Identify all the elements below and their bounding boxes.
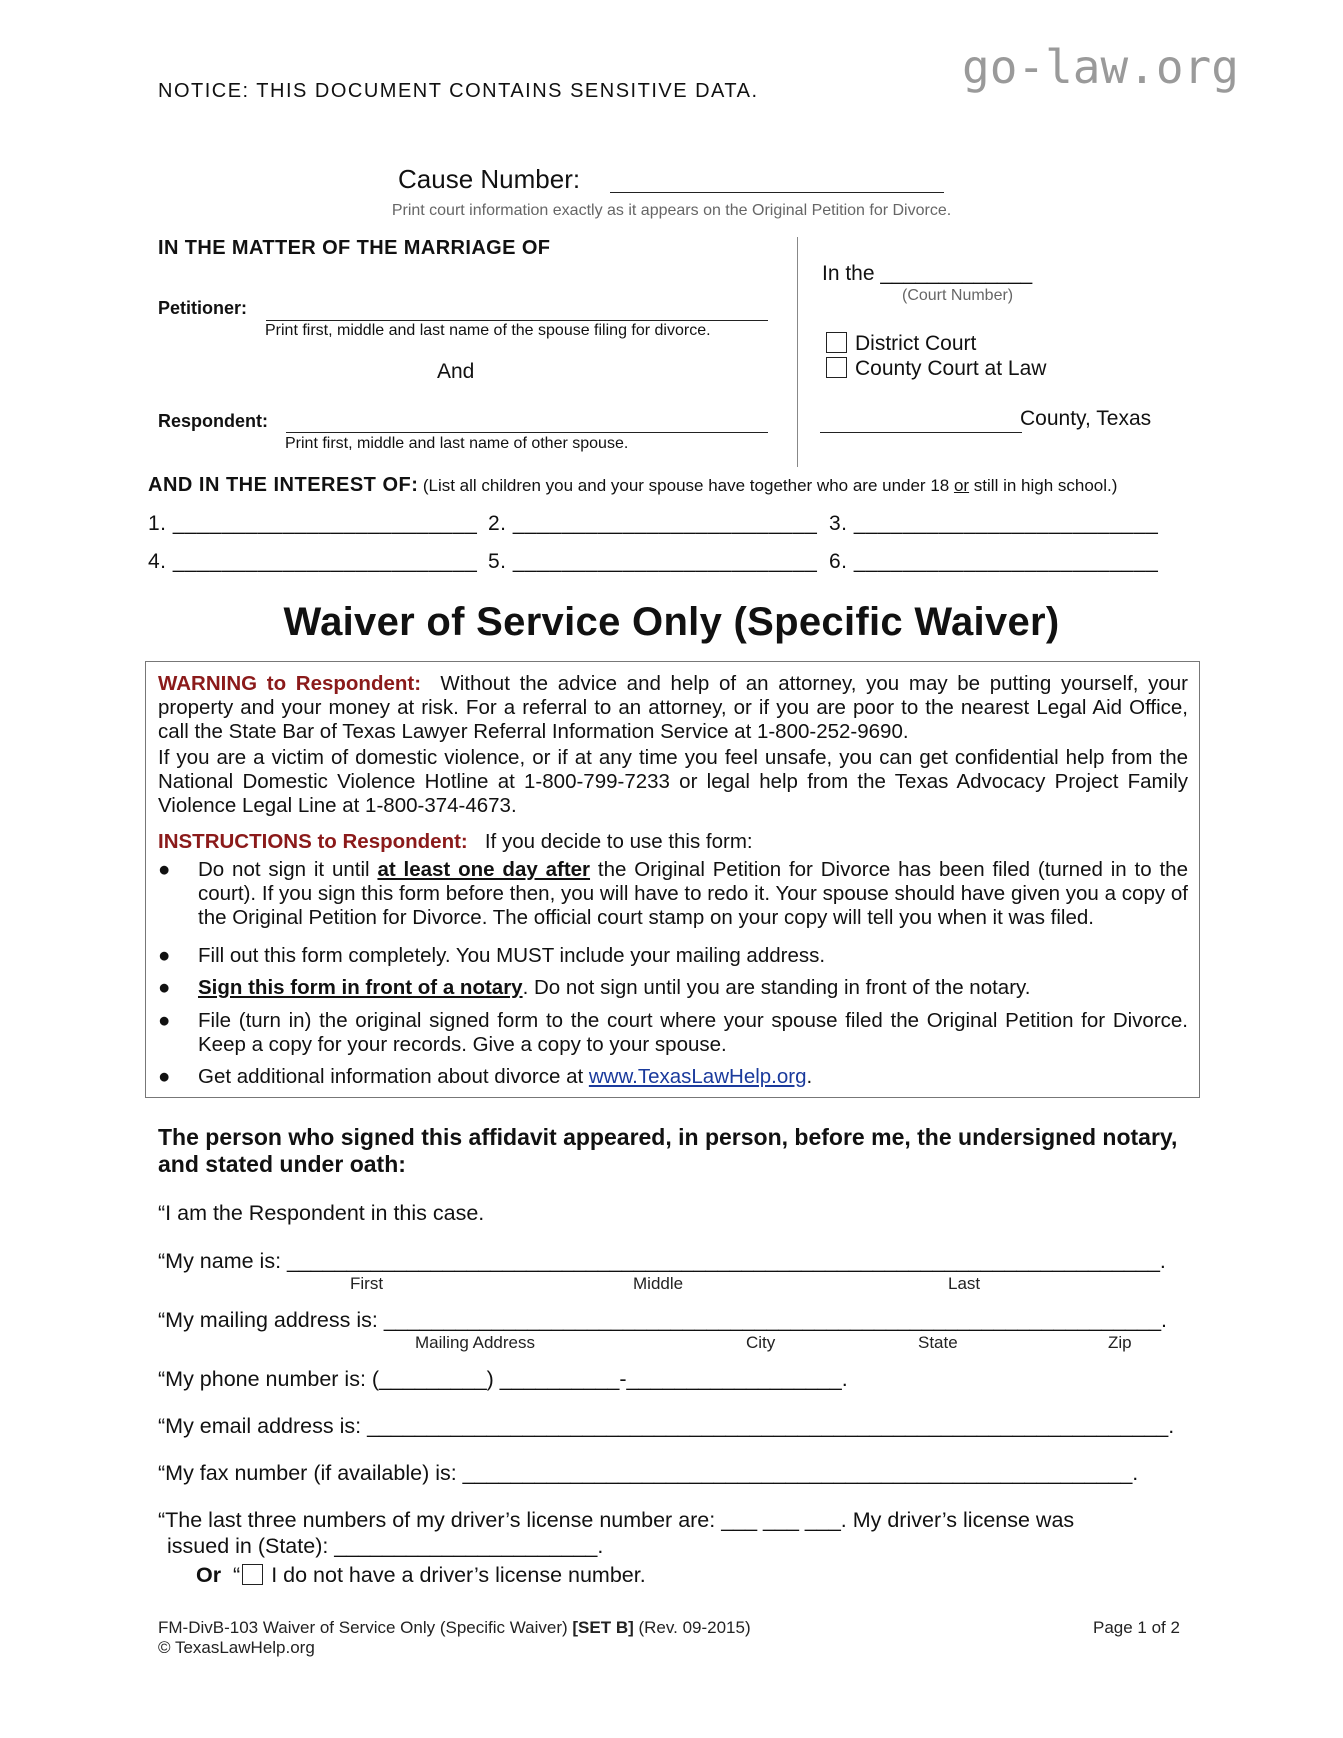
warning-paragraph [158,672,1188,744]
children-heading: AND IN THE INTEREST OF: [148,474,419,496]
watermark-logo: go-law.org [962,40,1239,94]
form-set: [SET B] [572,1618,634,1637]
bullet-marker: ● [158,858,171,881]
warning-text: Without the advice and help of an attorney, you may be putting yourself, your property and your money at risk. For a referral to an attorney, or if you are poor to the nearest Legal Aid Office, call the State Bar of Texas Lawyer Referral Information Service at 1-800-252-9690. [158,672,1188,743]
instruction-text-5 [198,1065,1188,1089]
instructions-heading [158,830,1188,854]
bullet-marker: ● [158,944,171,967]
child-field-3[interactable]: 3. _________________________ [829,512,1159,535]
b1-pre: Do not sign it until [198,858,378,881]
court-info-note: Print court information exactly as it appears on the Original Petition for Divorce. [391,202,952,219]
instructions-label: INSTRUCTIONS to Respondent: [158,830,468,853]
name-last-caption: Last [948,1274,981,1293]
instruction-text-3 [198,976,1188,1000]
no-license-checkbox[interactable] [242,1564,263,1585]
county-court-option[interactable] [826,357,1046,381]
name-first-caption: First [350,1274,384,1293]
respondent-label: Respondent: [158,411,268,431]
phone-number-field[interactable]: “My phone number is: (_________) __________-__________________. [158,1367,848,1391]
no-license-option[interactable] [196,1563,646,1588]
name-middle-caption: Middle [633,1274,684,1293]
form-id [158,1618,751,1638]
county-court-label: County Court at Law [855,357,1047,380]
b3-post: . Do not sign until you are standing in front of the notary. [522,976,1031,999]
respondent-name-field[interactable] [286,432,768,433]
b5-pre: Get additional information about divorce at [198,1065,589,1088]
petitioner-label: Petitioner: [158,298,248,318]
or-label: Or [196,1563,222,1587]
child-field-1[interactable]: 1. _________________________ [148,512,478,535]
and-label: And [437,360,475,383]
children-note [423,476,1118,495]
sensitive-data-notice: NOTICE: THIS DOCUMENT CONTAINS SENSITIVE DATA. [158,80,759,102]
warning-box [145,661,1200,1098]
instructions-intro: If you decide to use this form: [484,830,753,853]
email-address-field[interactable]: “My email address is: ___________________________________________________________________. [158,1414,1175,1438]
copyright: © TexasLawHelp.org [158,1638,315,1657]
child-field-5[interactable]: 5. _________________________ [488,550,818,573]
open-quote: “ [233,1563,241,1587]
b1-emphasis: at least one day after [377,858,591,881]
bullet-marker: ● [158,976,171,999]
license-state-field[interactable]: issued in (State): ______________________. [167,1534,604,1558]
instruction-text-2: Fill out this form completely. You MUST include your mailing address. [198,944,826,967]
fax-number-field[interactable]: “My fax number (if available) is: ________________________________________________________. [158,1461,1139,1485]
warning-label: WARNING to Respondent: [158,672,422,695]
page-number: Page 1 of 2 [1093,1618,1180,1637]
district-court-checkbox[interactable] [826,332,847,353]
addr-state-caption: State [918,1333,958,1352]
addr-zip-caption: Zip [1108,1333,1132,1352]
b5-post: . [806,1065,813,1088]
bullet-marker: ● [158,1009,171,1032]
child-field-2[interactable]: 2. _________________________ [488,512,818,535]
children-note-prefix: (List all children you and your spouse have together who are under 18 [422,476,954,495]
drivers-license-field[interactable]: “The last three numbers of my driver’s license number are: ___ ___ ___. My driver’s license was [158,1508,1075,1532]
b1-post: the Original Petition for Divorce has been filed (turned in to the court). If you sign this form before then, you will have to redo it. Your spouse should have given you a copy of the Original Petition for Divorce. The official court stamp on your copy will tell you when it was filed. [198,858,1188,929]
instruction-text-1 [198,858,1188,930]
respondent-statement: “I am the Respondent in this case. [158,1201,485,1225]
cause-number-field[interactable] [610,192,944,193]
respondent-note: Print first, middle and last name of other spouse. [285,435,629,452]
texaslawhelp-link[interactable]: www.TexasLawHelp.org [588,1065,807,1088]
child-field-4[interactable]: 4. _________________________ [148,550,478,573]
county-texas-label: County, Texas [1020,407,1152,430]
in-the-court-field[interactable]: In the _____________ [822,262,1033,285]
county-court-checkbox[interactable] [826,357,847,378]
form-revision: (Rev. 09-2015) [633,1618,751,1637]
name-field[interactable]: “My name is: _________________________________________________________________________. [158,1249,1166,1273]
children-note-or: or [953,476,970,495]
children-heading-row [148,474,1117,497]
petitioner-name-field[interactable] [266,320,768,321]
court-number-caption: (Court Number) [902,287,1014,304]
bullet-marker: ● [158,1065,171,1088]
no-license-text: I do not have a driver’s license number. [271,1563,646,1587]
form-id-text: FM-DivB-103 Waiver of Service Only (Specific Waiver) [158,1618,573,1637]
oath-heading: The person who signed this affidavit appeared, in person, before me, the undersigned notary, and stated under oath: [158,1124,1178,1177]
matter-heading: IN THE MATTER OF THE MARRIAGE OF [158,237,551,259]
children-note-suffix: still in high school.) [969,476,1118,495]
b3-emphasis: Sign this form in front of a notary [198,976,523,999]
district-court-label: District Court [855,332,977,355]
column-divider [797,237,798,467]
cause-number-label: Cause Number: [398,164,581,194]
domestic-violence-paragraph: If you are a victim of domestic violence, or if at any time you feel unsafe, you can get confidential help from the National Domestic Violence Hotline at 1-800-799-7233 or legal help from the Texas Advocacy Project Family Violence Legal Line at 1-800-374-4673. [158,746,1188,817]
district-court-option[interactable] [826,332,976,356]
addr-mailing-caption: Mailing Address [415,1333,536,1352]
county-name-field[interactable] [820,432,1022,433]
form-title: Waiver of Service Only (Specific Waiver) [283,600,1060,644]
addr-city-caption: City [746,1333,776,1352]
child-field-6[interactable]: 6. _________________________ [829,550,1159,573]
instruction-text-4: File (turn in) the original signed form to the court where your spouse filed the Original Petition for Divorce. Keep a copy for your records. Give a copy to your spouse. [198,1009,1188,1056]
petitioner-note: Print first, middle and last name of the spouse filing for divorce. [265,322,711,339]
mailing-address-field[interactable]: “My mailing address is: _________________________________________________________________. [158,1308,1168,1332]
